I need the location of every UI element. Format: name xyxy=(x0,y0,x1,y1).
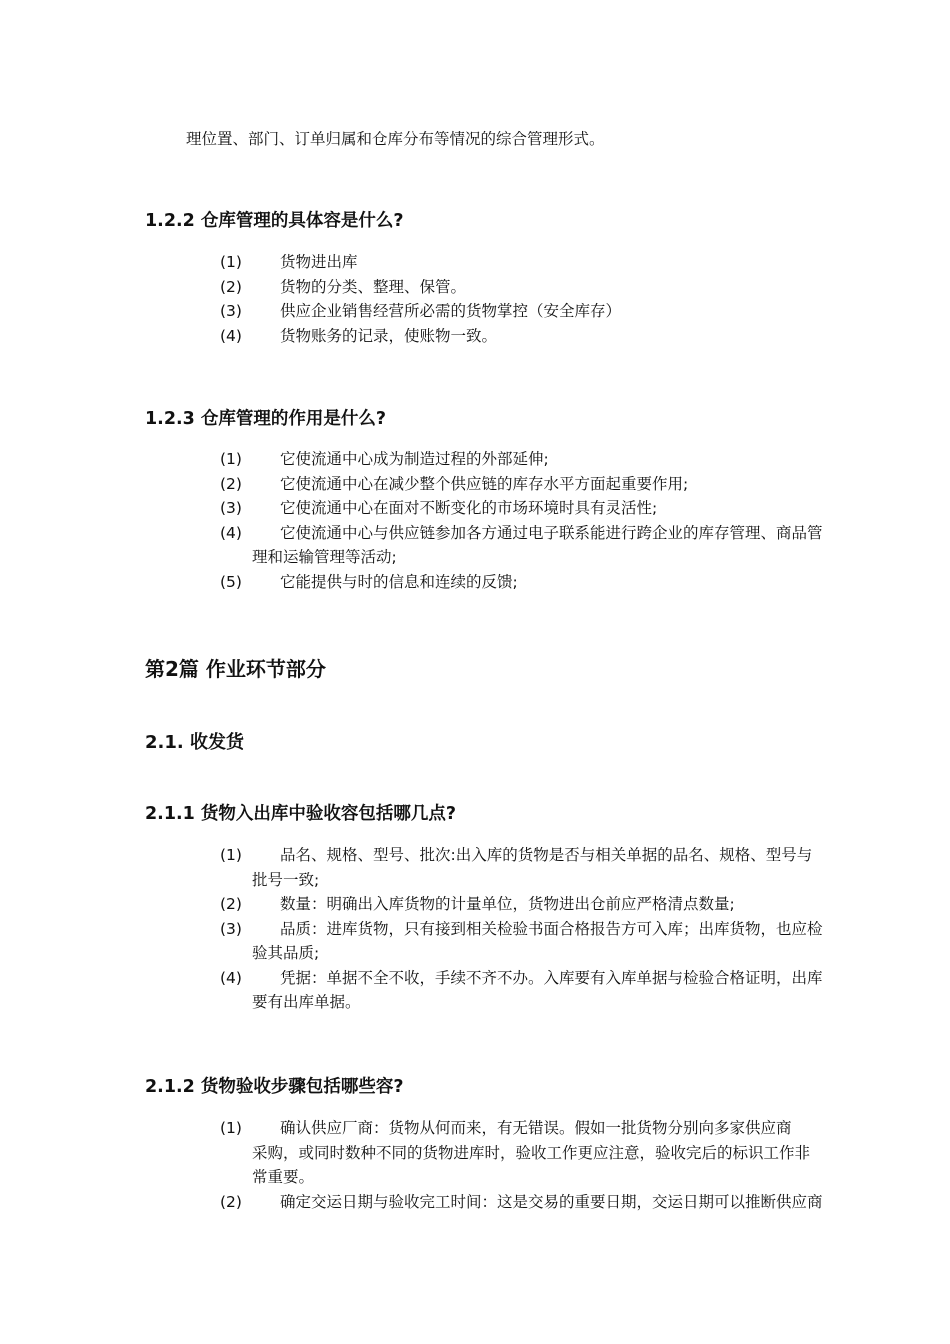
item-number: (1) xyxy=(220,846,242,864)
item-text: 它使流通中心成为制造过程的外部延伸; xyxy=(280,450,549,468)
item-text: 凭据：单据不全不收，手续不齐不办。入库要有入库单据与检验合格证明，出库 xyxy=(280,968,823,987)
intro-paragraph: 理位置、部门、订单归属和仓库分布等情况的综合管理形式。 xyxy=(186,130,605,148)
item-text: 货物进出库 xyxy=(280,253,358,271)
list-1-2-3 xyxy=(220,447,870,594)
section-heading-1-2-2: 1.2.2 仓库管理的具体容是什么? xyxy=(145,211,404,231)
item-number: (2) xyxy=(220,895,242,913)
item-text: 它使流通中心在面对不断变化的市场环境时具有灵活性; xyxy=(280,499,658,517)
item-text: 数量：明确出入库货物的计量单位，货物进出仓前应严格清点数量; xyxy=(280,895,735,913)
item-number: (5) xyxy=(220,572,242,591)
list-item xyxy=(220,472,870,497)
item-continuation: 采购，或同时数种不同的货物进库时，验收工作更应注意，验收完后的标识工作非 xyxy=(252,1143,811,1162)
item-number: (1) xyxy=(220,450,242,468)
item-text: 货物的分类、整理、保管。 xyxy=(280,277,467,296)
item-number: (1) xyxy=(220,1119,242,1137)
section-heading-2-1-1: 2.1.1 货物入出库中验收容包括哪几点? xyxy=(145,804,457,824)
item-text: 确定交运日期与验收完工时间：这是交易的重要日期，交运日期可以推断供应商 xyxy=(280,1192,823,1211)
item-text: 确认供应厂商：货物从何而来，有无错误。假如一批货物分别向多家供应商 xyxy=(280,1119,792,1137)
item-continuation: 验其品质; xyxy=(252,944,320,962)
item-number: (2) xyxy=(220,277,242,296)
item-continuation: 理和运输管理等活动; xyxy=(252,548,397,566)
list-item xyxy=(220,570,870,595)
list-item xyxy=(220,496,870,521)
item-number: (3) xyxy=(220,302,242,320)
list-item xyxy=(220,843,870,892)
chapter-title-2-1: 2.1. 收发货 xyxy=(145,732,244,753)
list-item xyxy=(220,966,870,1015)
item-number: (4) xyxy=(220,968,242,987)
list-item xyxy=(220,892,870,917)
item-text: 它能提供与时的信息和连续的反馈; xyxy=(280,572,518,591)
item-number: (2) xyxy=(220,474,242,493)
list-item xyxy=(220,1116,870,1190)
list-item xyxy=(220,299,870,324)
list-item xyxy=(220,917,870,966)
list-2-1-1 xyxy=(220,843,870,1015)
item-continuation: 要有出库单据。 xyxy=(252,993,361,1011)
list-item xyxy=(220,447,870,472)
item-text: 供应企业销售经营所必需的货物掌控（安全库存） xyxy=(280,302,622,320)
item-text: 货物账务的记录，使账物一致。 xyxy=(280,326,498,345)
item-number: (4) xyxy=(220,523,242,542)
item-text: 品质：进库货物，只有接到相关检验书面合格报告方可入库；出库货物，也应检 xyxy=(280,919,823,938)
list-item xyxy=(220,521,870,570)
item-number: (2) xyxy=(220,1192,242,1211)
list-item xyxy=(220,1190,870,1215)
list-1-2-2 xyxy=(220,250,870,348)
item-number: (3) xyxy=(220,919,242,938)
item-number: (4) xyxy=(220,326,242,345)
item-text: 它使流通中心与供应链参加各方通过电子联系能进行跨企业的库存管理、商品管 xyxy=(280,523,823,542)
section-heading-1-2-3: 1.2.3 仓库管理的作用是什么? xyxy=(145,409,387,429)
list-2-1-2 xyxy=(220,1116,870,1214)
item-continuation: 批号一致; xyxy=(252,870,320,889)
list-item xyxy=(220,324,870,349)
item-number: (3) xyxy=(220,499,242,517)
part-title: 第2篇 作业环节部分 xyxy=(145,657,326,681)
list-item xyxy=(220,275,870,300)
item-text: 它使流通中心在减少整个供应链的库存水平方面起重要作用; xyxy=(280,474,689,493)
item-number: (1) xyxy=(220,253,242,271)
item-text: 品名、规格、型号、批次:出入库的货物是否与相关单据的品名、规格、型号与 xyxy=(280,846,813,864)
list-item xyxy=(220,250,870,275)
section-heading-2-1-2: 2.1.2 货物验收步骤包括哪些容? xyxy=(145,1077,404,1097)
item-continuation: 常重要。 xyxy=(252,1168,315,1186)
